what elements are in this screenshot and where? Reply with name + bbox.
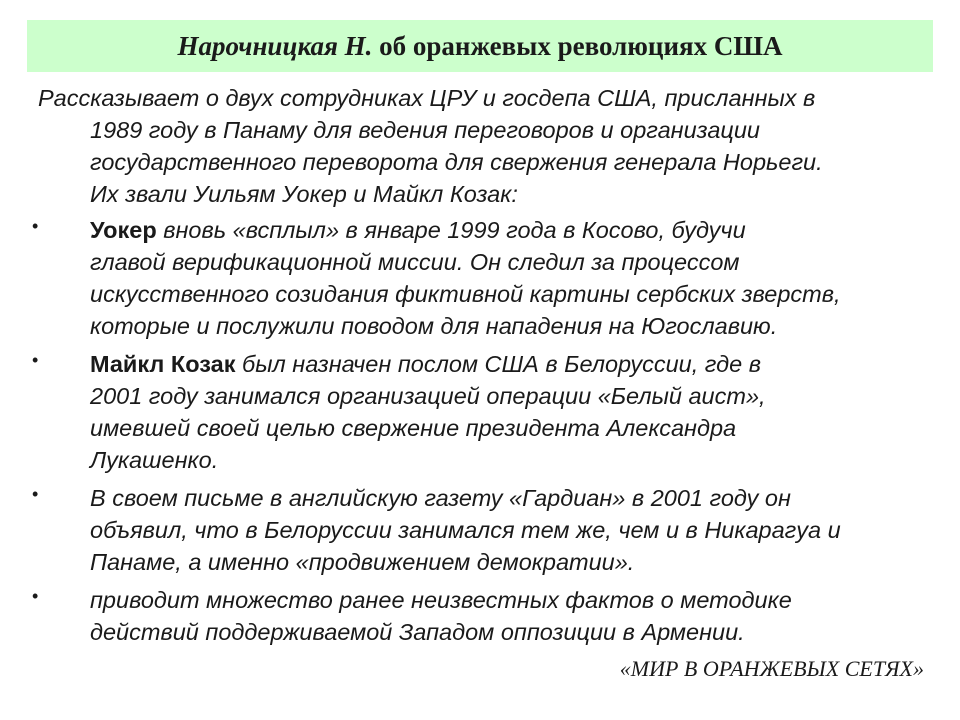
- bullet-line: Уокер вновь «всплыл» в январе 1999 года в Косово, будучи: [90, 217, 746, 243]
- intro-line: Рассказывает о двух сотрудниках ЦРУ и госдепа США, присланных в: [38, 85, 816, 111]
- bullet-bold-name: Уокер: [90, 217, 157, 243]
- bullet-line: главой верификационной миссии. Он следил за процессом: [90, 249, 740, 275]
- bullet-dot: •: [32, 484, 39, 504]
- bullet-bold-name: Майкл Козак: [90, 351, 236, 377]
- bullet-line: искусственного созидания фиктивной картины сербских зверств,: [90, 281, 841, 307]
- bullet-line: имевшей своей целью свержение президента Александра: [90, 415, 737, 441]
- bullet-line: 2001 году занимался организацией операции «Белый аист»,: [90, 383, 766, 409]
- bullet-line: Панаме, а именно «продвижением демократии».: [90, 549, 635, 575]
- bullet-text: [90, 482, 940, 578]
- source-caption: «МИР В ОРАНЖЕВЫХ СЕТЯХ»: [619, 656, 924, 681]
- intro-line: 1989 году в Панаму для ведения переговоров и организации: [90, 117, 760, 143]
- title-text: об оранжевых революциях США: [372, 30, 783, 61]
- bullet-line: объявил, что в Белоруссии занимался тем же, чем и в Никарагуа и: [90, 517, 841, 543]
- bullet-text: [90, 348, 940, 476]
- bullet-text: [90, 584, 940, 648]
- bullet-line: Лукашенко.: [90, 447, 219, 473]
- intro-line: государственного переворота для свержения генерала Норьеги.: [90, 149, 823, 175]
- intro-paragraph: [38, 82, 918, 210]
- bullet-line: Майкл Козак был назначен послом США в Белоруссии, где в: [90, 351, 761, 377]
- title-author: Нарочницкая Н.: [177, 30, 373, 61]
- bullet-dot: •: [32, 350, 39, 370]
- bullet-line: действий поддерживаемой Западом оппозиции в Армении.: [90, 619, 745, 645]
- bullet-line: приводит множество ранее неизвестных фактов о методике: [90, 587, 792, 613]
- bullet-line: В своем письме в английскую газету «Гардиан» в 2001 году он: [90, 485, 791, 511]
- bullet-dot: •: [32, 216, 39, 236]
- bullet-dot: •: [32, 586, 39, 606]
- bullet-text: [90, 214, 940, 342]
- bullet-line: которые и послужили поводом для нападения на Югославию.: [90, 313, 778, 339]
- intro-line: Их звали Уильям Уокер и Майкл Козак:: [90, 181, 518, 207]
